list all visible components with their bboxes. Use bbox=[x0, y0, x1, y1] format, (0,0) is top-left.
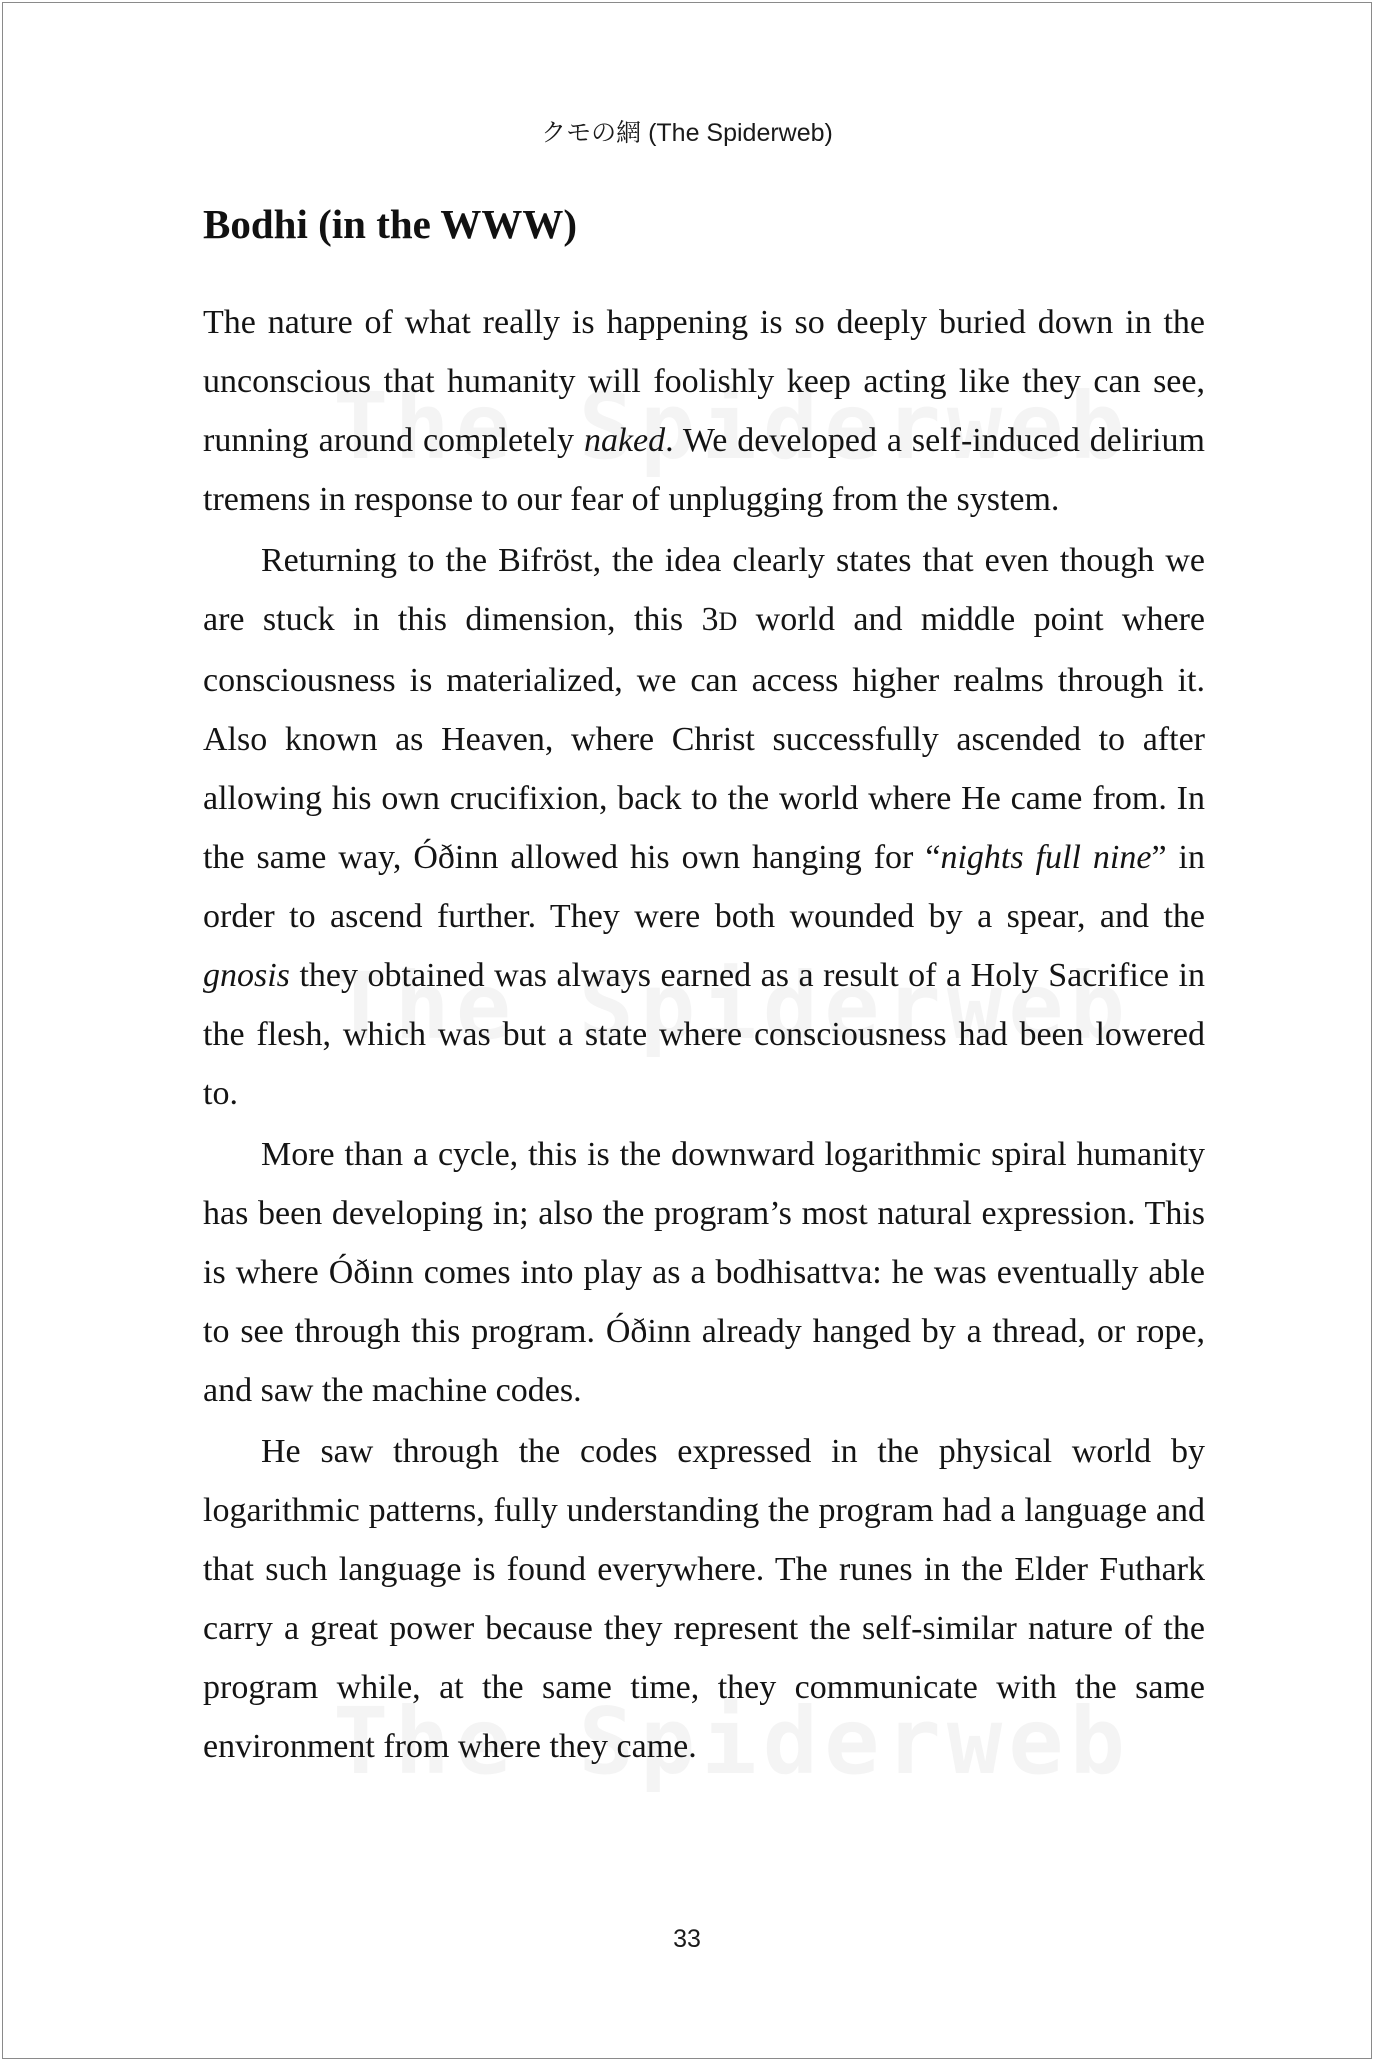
body-text bbox=[203, 293, 1205, 1778]
paragraph-text: More than a cycle, this is the downward logarithmic spiral humanity has been developing in; also the program’s most natural expression. This is where Óðinn comes into play as a bodhisattva: he was eventually able to see through this program. Óðinn already hanged by a thread, or rope, and saw the machine codes. bbox=[203, 1136, 1205, 1409]
paragraph-text: they obtained was always earned as a result of a Holy Sacrifice in the flesh, which was but a state where consciousness had been lowered to. bbox=[203, 957, 1205, 1112]
italic-text: naked bbox=[583, 422, 666, 459]
paragraph-1 bbox=[203, 293, 1205, 529]
paragraph-2 bbox=[203, 531, 1205, 1123]
running-header: クモの網 (The Spiderweb) bbox=[541, 119, 833, 147]
page-number: 33 bbox=[673, 1925, 701, 1953]
paragraph-text: He saw through the codes expressed in the physical world by logarithmic patterns, fully understanding the program had a language and that such language is found everywhere. The runes in the Elder Futhark carry a great power because they represent the self-similar nature of the program while, at the same time, they communicate with the same environment from where they came. bbox=[203, 1433, 1205, 1765]
paragraph-text: world and middle point where consciousness is materialized, we can access higher realms through it. Also known as Heaven, where Christ successfully ascended to after allowing his own crucifixion, back to the world where He came from. In the same way, Óðinn allowed his own hanging for “ bbox=[203, 601, 1205, 876]
paragraph-4 bbox=[203, 1422, 1205, 1776]
paragraph-text: ” in order to ascend further. They were both wounded by a spear, and the bbox=[203, 839, 1205, 935]
paragraph-3 bbox=[203, 1125, 1205, 1420]
paragraph-text: The nature of what really is happening is so deeply buried down in the unconscious that humanity will foolishly keep acting like they can see, running around completely bbox=[203, 304, 1205, 459]
paragraph-text: . We developed a self-induced delirium tremens in response to our fear of unplugging from the system. bbox=[203, 422, 1205, 518]
paragraph-text: Returning to the Bifröst, the idea clearly states that even though we are stuck in this dimension, this 3 bbox=[203, 542, 1205, 638]
book-page bbox=[2, 2, 1372, 2059]
chapter-title: Bodhi (in the WWW) bbox=[203, 201, 578, 247]
italic-text: nights full nine bbox=[940, 839, 1152, 876]
small-caps-text: D bbox=[718, 607, 738, 636]
italic-text: gnosis bbox=[203, 957, 290, 994]
